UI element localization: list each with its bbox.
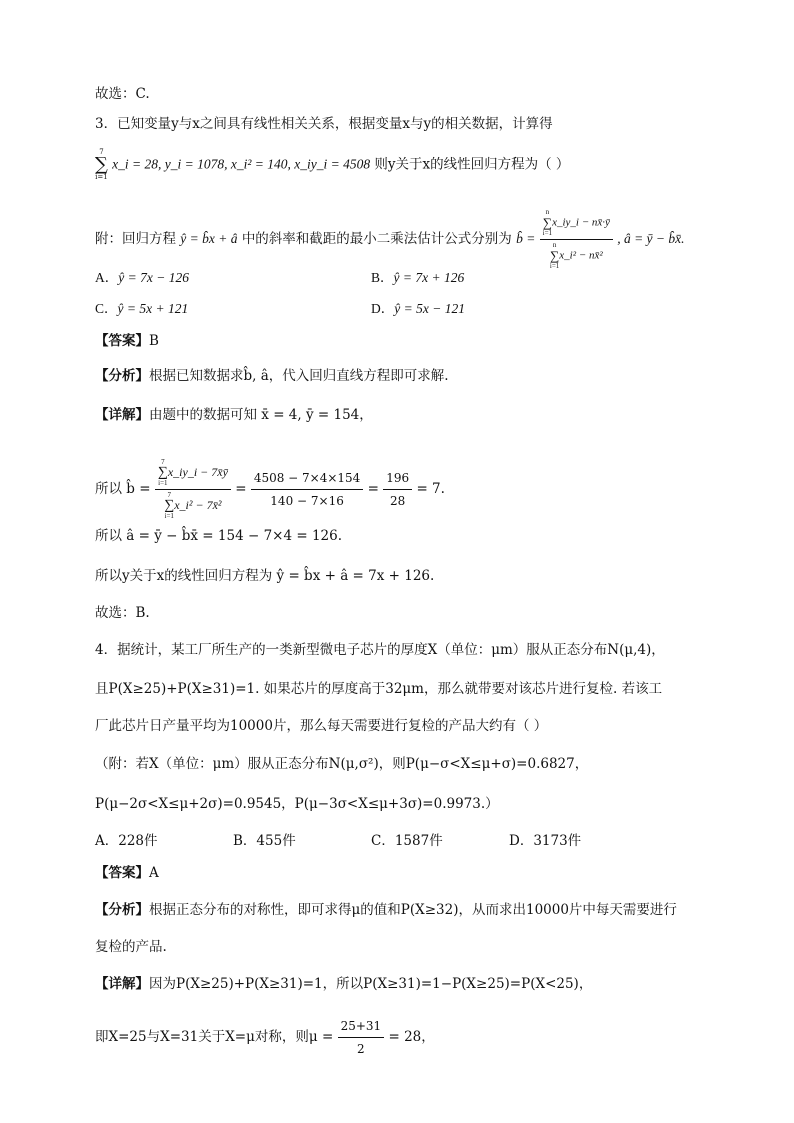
q3-sum-tail: 则y关于x的线性回归方程为（ ） [374,156,570,173]
q3-detail-3: 所以 â = ȳ − b̂x̄ = 154 − 7×4 = 126. [95,528,343,544]
q3-sums: x_i = 28, y_i = 1078, x_i² = 140, x_iy_i = 4508 [112,156,371,172]
detail-tag: 【详解】 [95,407,149,423]
q3-detail-2-result: = 7. [416,481,445,497]
q3-b-calc-fraction: $\frac{4508 - 7\times 4\times 154}{140 - 7\times 16}$ [251,468,364,511]
q3-detail-1 [95,405,373,425]
q3-stem: 3．已知变量y与x之间具有线性相关关系，根据变量x与y的相关数据，计算得 [95,116,553,132]
q4-option-d: D．3173件 [509,833,582,849]
q3-note-prefix: 附：回归方程 [95,231,176,247]
q3-detail-2: 所以 b̂ = 7 ∑ i=1 x_iy_i − 7x̄ȳ 7 ∑ i=1 x_i² − 7x̄² = $\frac{4508 - 7\times 4\times 154}{140 - 7\times 16}$ = $\frac{196}{28}$ = 7. [95,458,445,520]
q3-detail-1-text: 由题中的数据可知 x̄ = 4, ȳ = 154， [149,407,373,423]
q3-note [95,208,685,271]
q3-answer-value: B [149,333,159,349]
analysis-tag: 【分析】 [95,368,149,384]
q4-option-c: C．1587件 [371,833,443,849]
q3-note-b-fraction: n ∑ i=1 x_iy_i − nx̄·ȳ n ∑ i=1 x_i² − nx̄² [540,208,613,271]
q3-analysis [95,366,449,386]
q3-note-b-den: x_i² − nx̄² [559,249,603,262]
q3-detail-2-pre: 所以 b̂ = [95,481,151,497]
q3-note-b-num: x_iy_i − nx̄·ȳ [552,216,610,229]
q3-note-b: b̂ = [516,231,536,246]
q4-option-b: B．455件 [233,833,296,849]
q3-detail-4: 所以y关于x的线性回归方程为 ŷ = b̂x + â = 7x + 126. [95,568,435,584]
q4-note-2: P(μ−2σ<X≤μ+2σ)=0.9545，P(μ−3σ<X≤μ+3σ)=0.9973.） [95,796,499,812]
q3-sums-line [95,148,569,182]
q4-answer: 【答案】A [95,865,159,881]
q3-note-mid: 中的斜率和截距的最小二乘法估计公式分别为 [241,231,512,247]
q4-analysis-1: 【分析】根据正态分布的对称性，即可求得μ的值和P(X≥32)，从而求出10000片中每天需要进行 [95,902,677,918]
q3-option-d: D．ŷ = 5x − 121 [371,301,465,316]
q3-option-c: C．ŷ = 5x + 121 [95,301,189,316]
q3-choice: 故选：B. [95,605,150,621]
q4-option-a: A．228件 [95,833,158,849]
prev-choice: 故选：C. [95,86,150,102]
q4-stem-2: 且P(X≥25)+P(X≥31)=1. 如果芯片的厚度高于32μm，那么就带要对该芯片进行复检. 若该工 [95,681,663,697]
q3-analysis-text: 根据已知数据求b̂, â，代入回归直线方程即可求解. [149,368,449,384]
answer-tag: 【答案】 [95,333,149,349]
q4-note-1: （附：若X（单位：μm）服从正态分布N(μ,σ²)，则P(μ−σ<X≤μ+σ)=0.6827， [95,756,589,772]
q3-note-a: , â = ȳ − b̂x̄. [617,231,685,246]
sum-symbol: 7 ∑ i=1 [95,148,108,181]
q4-detail-1: 【详解】因为P(X≥25)+P(X≥31)=1，所以P(X≥31)=1−P(X≥25)=P(X<25)， [95,976,593,992]
q3-b-result-fraction: $\frac{196}{28}$ [383,468,412,511]
q4-stem-3: 厂此芯片日产量平均为10000片，那么每天需要进行复检的产品大约有（ ） [95,718,548,734]
q4-mu-fraction: $\frac{25+31}{2}$ [338,1016,385,1059]
q4-stem-1: 4．据统计，某工厂所生产的一类新型微电子芯片的厚度X（单位：μm）服从正态分布N(μ,4)， [95,642,665,658]
q3-b-formula-fraction: 7 ∑ i=1 x_iy_i − 7x̄ȳ 7 ∑ i=1 x_i² − 7x̄² [155,458,231,521]
q3-answer [95,331,159,351]
q3-note-eq: ŷ = b̂x + â [180,231,238,246]
q3-option-b: B．ŷ = 7x + 126 [371,270,465,285]
q4-analysis-2: 复检的产品. [95,939,167,955]
q4-answer-value: A [149,865,159,881]
q4-detail-2: 即X=25与X=31关于X=μ对称，则μ = $\frac{25+31}{2}$ = 28， [95,1016,435,1059]
q3-option-a: A．ŷ = 7x − 126 [95,270,189,285]
